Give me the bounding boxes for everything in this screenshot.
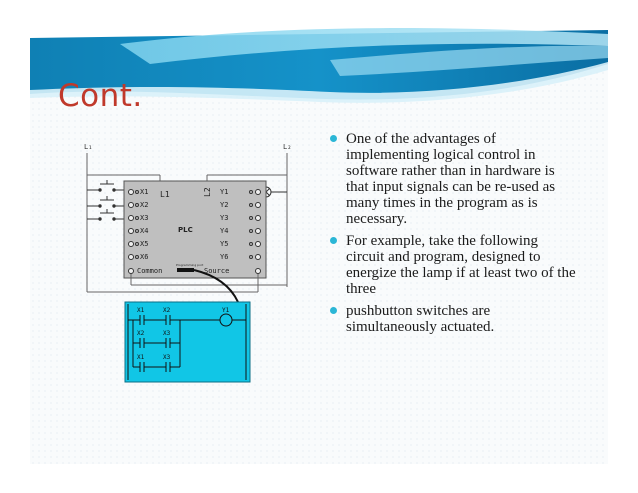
plc-input-x6: X6 xyxy=(140,253,149,261)
bullet-text: For example, take the following circuit and program, designed to energize the lamp if at least two of the three xyxy=(346,233,576,297)
bullet-dot-icon xyxy=(330,237,337,244)
ladder-contact-x2-r1: X2 xyxy=(163,307,171,314)
programming-port-label: Programming port xyxy=(176,263,204,267)
plc-output-y4: Y4 xyxy=(220,227,229,235)
terminal-l1-label: L1 xyxy=(160,190,170,199)
ladder-contact-x3-r3: X3 xyxy=(163,354,171,361)
bullet-dot-icon xyxy=(330,135,337,142)
bullet-item xyxy=(330,131,580,227)
ladder-contact-x1-r3: X1 xyxy=(137,354,145,361)
ladder-contact-x2-r2: X2 xyxy=(137,330,145,337)
plc-input-x2: X2 xyxy=(140,201,149,209)
plc-output-y3: Y3 xyxy=(220,214,229,222)
programming-port xyxy=(177,268,194,272)
plc-circuit-figure xyxy=(80,137,295,384)
plc-output-y6: Y6 xyxy=(220,253,229,261)
plc-label: PLC xyxy=(178,226,193,234)
rail-right-label: L₂ xyxy=(283,143,292,151)
pushbutton-switch-1-icon xyxy=(87,180,124,191)
slide-title: Cont. xyxy=(58,78,143,114)
plc-output-y5: Y5 xyxy=(220,240,229,248)
plc-input-x1: X1 xyxy=(140,188,149,196)
plc-output-y1: Y1 xyxy=(220,188,229,196)
plc-input-x4: X4 xyxy=(140,227,149,235)
plc-source-label: Source xyxy=(204,267,230,275)
bullet-text: One of the advantages of implementing logical control in software rather than in hardware is that input signals can be re-used as many times in the program as is necessary. xyxy=(346,131,556,227)
plc-input-x5: X5 xyxy=(140,240,149,248)
pushbutton-switch-2-icon xyxy=(87,196,124,207)
bullet-list xyxy=(330,131,580,341)
rail-left-label: L₁ xyxy=(84,143,93,151)
bullet-item xyxy=(330,233,580,297)
terminal-l2-label: L2 xyxy=(203,187,212,197)
ladder-contact-x1-r1: X1 xyxy=(137,307,145,314)
bullet-item xyxy=(330,303,580,335)
pushbutton-switch-3-icon xyxy=(87,209,124,220)
bullet-text: pushbutton switches are simultaneously actuated. xyxy=(346,303,495,335)
plc-common-label: Common xyxy=(137,267,163,275)
bullet-dot-icon xyxy=(330,307,337,314)
plc-input-x3: X3 xyxy=(140,214,149,222)
plc-output-y2: Y2 xyxy=(220,201,229,209)
ladder-coil-y1: Y1 xyxy=(222,307,230,314)
ladder-contact-x3-r2: X3 xyxy=(163,330,171,337)
